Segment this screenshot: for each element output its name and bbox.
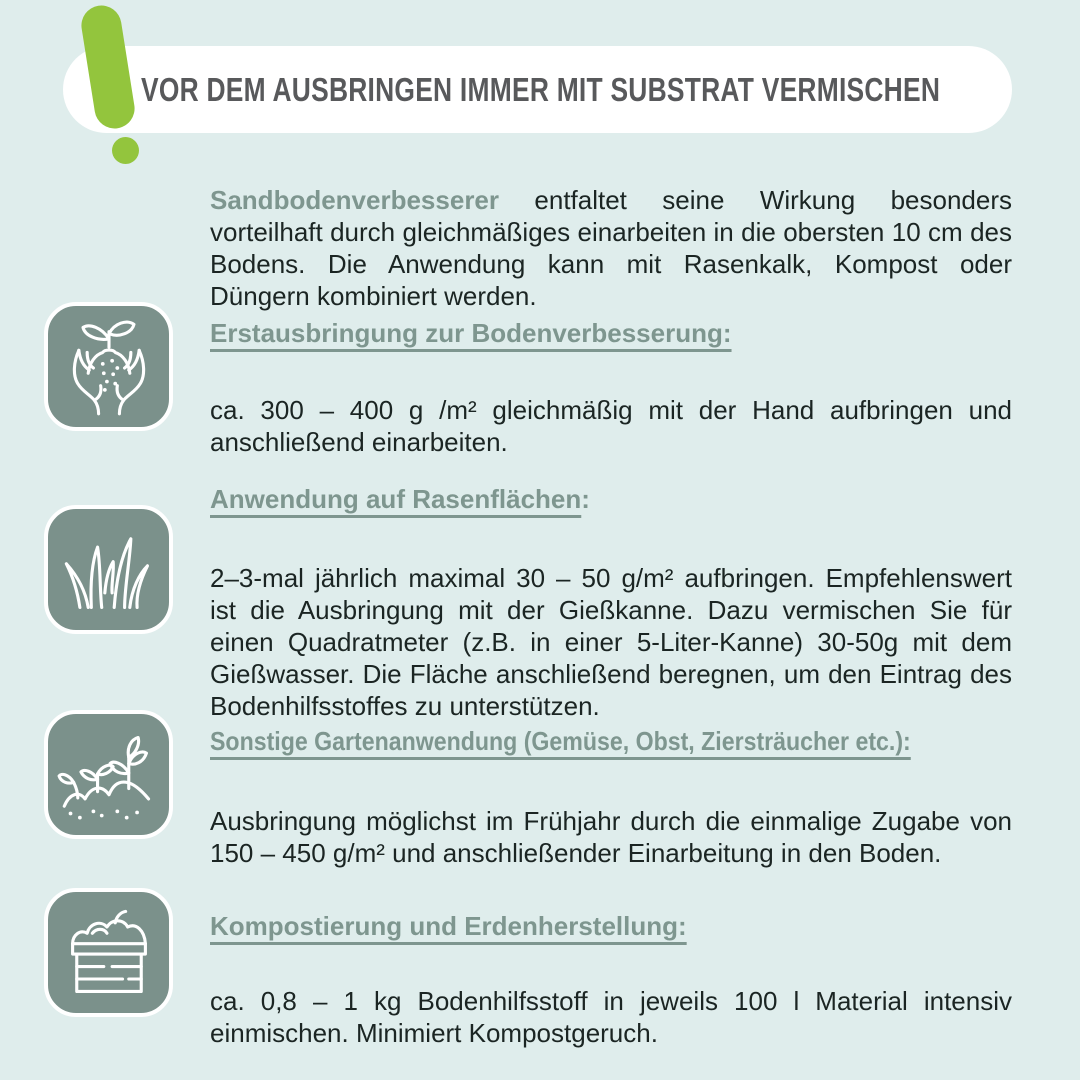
section-body-gartenanwendung: Ausbringung möglichst im Frühjahr durch die einmalige Zugabe von 150 – 450 g/m² und anschließender Einarbeitung in den Boden.: [210, 806, 1012, 868]
section-heading-gartenanwendung: Sonstige Gartenanwendung (Gemüse, Obst, Ziersträucher etc.):: [210, 726, 911, 756]
grass-icon: [44, 505, 173, 634]
header-banner: [63, 46, 1012, 133]
section-heading-rasenflaechen: Anwendung auf Rasenflächen:: [210, 484, 590, 514]
section-body-erstausbringung: ca. 300 – 400 g /m² gleichmäßig mit der Hand aufbringen und anschließend einarbeiten.: [210, 395, 1012, 457]
section-body-kompostierung: ca. 0,8 – 1 kg Bodenhilfsstoff in jeweils 100 l Material intensiv einmischen. Minimiert Kompostgeruch.: [210, 986, 1012, 1048]
section-heading-erstausbringung: Erstausbringung zur Bodenverbesserung:: [210, 318, 732, 348]
exclamation-bar: [79, 3, 138, 132]
intro-product-name: Sandbodenverbesserer: [210, 185, 500, 215]
section-heading-kompostierung: Kompostierung und Erdenherstellung:: [210, 911, 687, 941]
exclamation-icon: [0, 0, 180, 190]
header-title: VOR DEM AUSBRINGEN IMMER MIT SUBSTRAT VERMISCHEN: [141, 70, 941, 108]
seedlings-on-soil-icon: [44, 710, 173, 839]
compost-bin-icon: [44, 888, 173, 1017]
section-body-rasenflaechen: 2–3-mal jährlich maximal 30 – 50 g/m² aufbringen. Empfehlenswert ist die Ausbringung mit der Gießkanne. Dazu vermischen Sie für einen Quadratmeter (z.B. in einer 5-Liter-Kanne) 30-50g mit dem Gießwasser. Die Fläche anschließend beregnen, um den Eintrag des Bodenhilfsstoffes zu unterstützen.: [210, 563, 1012, 721]
intro-text: entfaltet seine Wirkung besonders vorteilhaft durch gleichmäßiges einarbeiten in die obersten 10 cm des Bodens. Die Anwendung kann mit Rasenkalk, Kompost oder Düngern kombiniert werden.: [210, 185, 1012, 311]
hands-holding-soil-icon: [44, 302, 173, 431]
exclamation-dot: [112, 137, 139, 164]
intro-paragraph: [210, 184, 1012, 312]
